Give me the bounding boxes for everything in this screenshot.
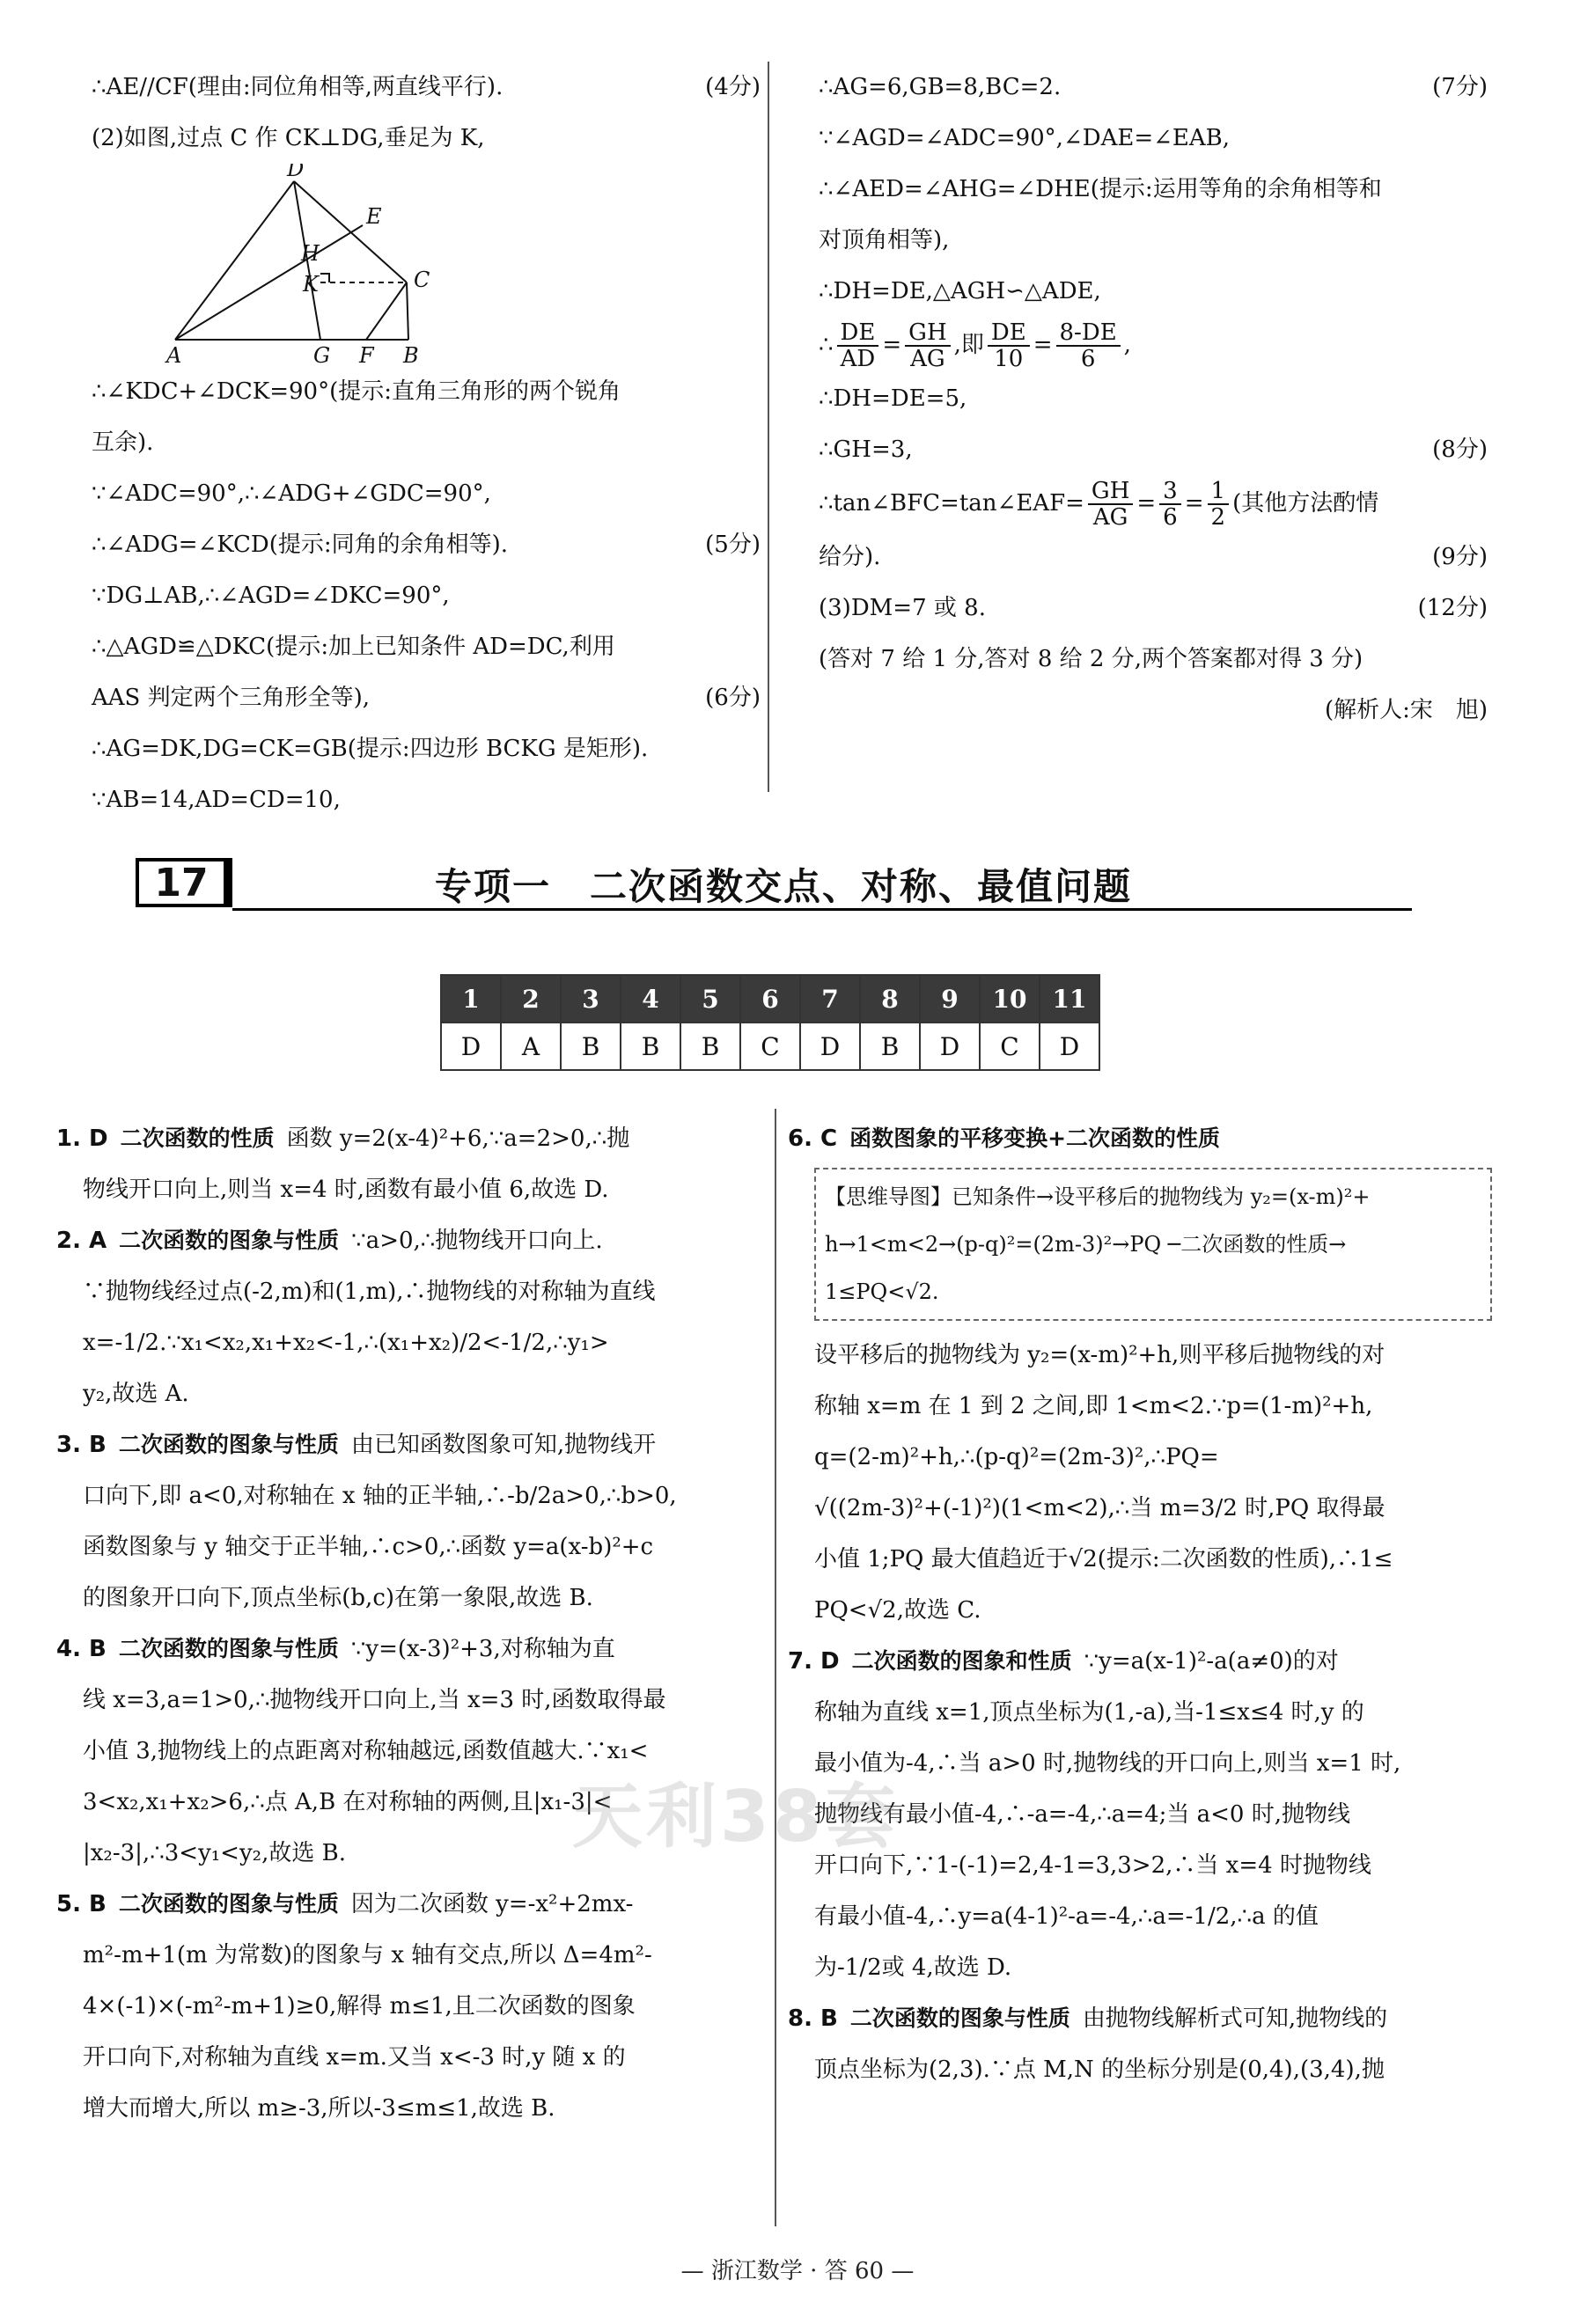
bottom-right-column (788, 1113, 1492, 2095)
question-topic: 二次函数的图象与性质 (118, 1891, 339, 1917)
label-k: K (303, 272, 319, 297)
text-line: 对顶角相等), (819, 227, 950, 253)
answer-letter-cell: D (800, 1023, 860, 1070)
question-8 (788, 1993, 1492, 2095)
question-5 (56, 1879, 761, 2134)
section-underline (232, 908, 1412, 911)
numerator: 3 (1159, 479, 1181, 505)
question-3 (56, 1419, 761, 1624)
answer-number-cell: 5 (680, 975, 740, 1023)
text-line: ∵∠AGD=∠ADC=90°,∠DAE=∠EAB, (819, 125, 1231, 151)
answer-letter-cell: B (561, 1023, 621, 1070)
numerator: DE (988, 320, 1030, 347)
question-topic: 二次函数的图象与性质 (849, 2005, 1070, 2031)
label-g: G (313, 343, 331, 366)
text-line: 口向下,即 a<0,对称轴在 x 轴的正半轴,∴-b/2a>0,∴b>0, (83, 1483, 677, 1509)
equals: = (1184, 490, 1204, 517)
question-label: 2. A (56, 1228, 107, 1254)
text-line: 1≤PQ<√2. (825, 1279, 939, 1304)
question-label: 1. D (56, 1125, 108, 1152)
answer-number-cell: 6 (740, 975, 800, 1023)
fraction (1159, 479, 1181, 530)
question-topic: 二次函数的图象与性质 (119, 1228, 340, 1253)
question-1 (56, 1113, 761, 1215)
answer-number-cell: 8 (860, 975, 920, 1023)
question-label: 4. B (56, 1636, 107, 1662)
question-6 (788, 1113, 1492, 1636)
equals: = (1033, 332, 1053, 358)
text-line: 开口向下,∵1-(-1)=2,4-1=3,3>2,∴当 x=4 时抛物线 (814, 1852, 1371, 1879)
label-b: B (403, 343, 419, 366)
denominator: AG (1092, 504, 1128, 531)
question-label: 7. D (788, 1648, 840, 1675)
text-line: 抛物线有最小值-4,∴-a=-4,∴a=4;当 a<0 时,抛物线 (814, 1801, 1351, 1828)
text-line: 称轴 x=m 在 1 到 2 之间,即 1<m<2.∵p=(1-m)²+h, (814, 1393, 1373, 1419)
column-divider (768, 62, 769, 792)
text-line: 为-1/2或 4,故选 D. (814, 1954, 1012, 1981)
text-line: h→1<m<2→(p-q)²=(2m-3)²→PQ ─二次函数的性质→ (825, 1232, 1347, 1257)
fraction (837, 320, 879, 371)
text-line: 有最小值-4,∴y=a(4-1)²-a=-4,∴a=-1/2,∴a 的值 (814, 1903, 1319, 1930)
text-line: 【思维导图】已知条件→设平移后的抛物线为 y₂=(x-m)²+ (825, 1184, 1371, 1209)
numerator: GH (1088, 479, 1133, 505)
page-footer: — 浙江数学 · 答 60 — (680, 2258, 915, 2284)
segment-cb (407, 282, 408, 340)
numerator: DE (837, 320, 879, 347)
answer-key-table (440, 974, 1100, 1071)
answer-letter-cell: B (621, 1023, 680, 1070)
answer-number-cell: 1 (441, 975, 501, 1023)
text-line: √((2m-3)²+(-1)²)(1<m<2),∴当 m=3/2 时,PQ 取得最 (814, 1495, 1386, 1521)
fraction-line (819, 317, 1488, 373)
text: ∴∠ADG=∠KCD(提示:同角的余角相等). (92, 532, 509, 558)
text-line: ∴DH=DE=5, (819, 385, 967, 412)
text: AAS 判定两个三角形全等), (92, 685, 371, 711)
text-line: x=-1/2.∵x₁<x₂,x₁+x₂<-1,∴(x₁+x₂)/2<-1/2,∴y₁> (83, 1330, 609, 1356)
text-line: ∵DG⊥AB,∴∠AGD=∠DKC=90°, (92, 583, 450, 609)
answer-letter-cell: C (980, 1023, 1040, 1070)
text-line: 互余). (92, 429, 154, 456)
text-line: 最小值为-4,∴当 a>0 时,抛物线的开口向上,则当 x=1 时, (814, 1750, 1401, 1777)
label-e: E (366, 204, 382, 229)
triangle-figure (92, 164, 761, 366)
answer-letter-cell: C (740, 1023, 800, 1070)
answer-number-row (441, 975, 1099, 1023)
answer-letter-cell: A (501, 1023, 561, 1070)
text-line (819, 532, 1488, 583)
segment-cf (366, 282, 407, 340)
text-line (819, 424, 1488, 475)
text-line: q=(2-m)²+h,∴(p-q)²=(2m-3)²,∴PQ= (814, 1444, 1219, 1470)
score: (7分) (1432, 74, 1488, 100)
text-line: ∴DH=DE,△AGH∽△ADE, (819, 278, 1101, 304)
score: (4分) (705, 74, 761, 100)
question-topic: 函数图象的平移变换+二次函数的性质 (849, 1125, 1221, 1151)
score: (12分) (1417, 595, 1488, 621)
text-line: 3<x₂,x₁+x₂>6,∴点 A,B 在对称轴的两侧,且|x₁-3|< (83, 1789, 613, 1815)
text: ,即 (953, 332, 984, 358)
denominator: 6 (1163, 504, 1178, 531)
text: 给分). (819, 544, 881, 570)
text-line: |x₂-3|,∴3<y₁<y₂,故选 B. (83, 1840, 346, 1866)
text: ∴tan∠BFC=tan∠EAF= (819, 490, 1084, 517)
text: ∵a>0,∴抛物线开口向上. (351, 1228, 603, 1254)
fraction (1208, 479, 1230, 530)
text-line: 函数图象与 y 轴交于正半轴,∴c>0,∴函数 y=a(x-b)²+c (83, 1534, 654, 1560)
author-line: (解析人:宋 旭) (1324, 697, 1488, 723)
text-line: ∴△AGD≌△DKC(提示:加上已知条件 AD=DC,利用 (92, 634, 615, 660)
text: ∴AG=6,GB=8,BC=2. (819, 74, 1062, 100)
answer-letter-cell: B (860, 1023, 920, 1070)
watermark: 天利38套 (572, 1776, 900, 1858)
denominator: AG (910, 346, 945, 372)
fraction (905, 320, 950, 371)
text: ∴GH=3, (819, 436, 913, 463)
text-line: y₂,故选 A. (83, 1381, 189, 1407)
text-line (92, 672, 761, 723)
question-topic: 二次函数的图象与性质 (118, 1636, 339, 1661)
label-c: C (414, 268, 430, 292)
text-line: 小值 3,抛物线上的点距离对称轴越远,函数值越大.∵x₁< (83, 1738, 649, 1764)
text-line (819, 583, 1488, 634)
text-line: ∴∠AED=∠AHG=∠DHE(提示:运用等角的余角相等和 (819, 176, 1382, 202)
numerator: 1 (1208, 479, 1230, 505)
text-line: 的图象开口向下,顶点坐标(b,c)在第一象限,故选 B. (83, 1585, 593, 1611)
answer-number-cell: 7 (800, 975, 860, 1023)
text-line: 小值 1;PQ 最大值趋近于√2(提示:二次函数的性质),∴1≤ (814, 1546, 1393, 1573)
answer-number-cell: 11 (1040, 975, 1099, 1023)
text-line: ∵∠ADC=90°,∴∠ADG+∠GDC=90°, (92, 480, 491, 507)
numerator: 8-DE (1056, 320, 1121, 347)
answer-number-cell: 9 (920, 975, 980, 1023)
text: , (1123, 332, 1131, 358)
text: 由已知函数图象可知,抛物线开 (350, 1432, 657, 1458)
text: ∴ (819, 332, 834, 358)
question-2 (56, 1215, 761, 1419)
top-left-column (92, 62, 761, 825)
label-a: A (166, 343, 182, 366)
text: ∵y=(x-3)²+3,对称轴为直 (350, 1636, 615, 1662)
score: (8分) (1432, 436, 1488, 463)
segment-da (175, 181, 294, 340)
answer-letter-cell: D (1040, 1023, 1099, 1070)
score: (6分) (705, 685, 761, 711)
answer-number-cell: 4 (621, 975, 680, 1023)
text-line (92, 62, 761, 113)
text-line: 线 x=3,a=1>0,∴抛物线开口向上,当 x=3 时,函数取得最 (83, 1687, 666, 1713)
question-topic: 二次函数的图象与性质 (118, 1432, 339, 1457)
answer-number-cell: 3 (561, 975, 621, 1023)
question-topic: 二次函数的性质 (120, 1125, 275, 1151)
top-right-column (819, 62, 1488, 736)
text-line: 开口向下,对称轴为直线 x=m.又当 x<-3 时,y 随 x 的 (83, 2044, 626, 2071)
answer-letter-cell: D (920, 1023, 980, 1070)
equals: = (1136, 490, 1157, 517)
question-label: 8. B (788, 2005, 838, 2032)
question-label: 6. C (788, 1125, 838, 1152)
column-divider (775, 1109, 776, 2226)
answer-number-cell: 10 (980, 975, 1040, 1023)
answer-letter-cell: B (680, 1023, 740, 1070)
text-line: m²-m+1(m 为常数)的图象与 x 轴有交点,所以 Δ=4m²- (83, 1942, 652, 1968)
label-d: D (287, 164, 305, 181)
denominator: 2 (1210, 504, 1226, 531)
numerator: GH (905, 320, 950, 347)
text-line: ∵AB=14,AD=CD=10, (92, 787, 341, 813)
text: 因为二次函数 y=-x²+2mx- (350, 1891, 634, 1917)
text-line: ∴AG=DK,DG=CK=GB(提示:四边形 BCKG 是矩形). (92, 736, 649, 762)
text-line: ∴∠KDC+∠DCK=90°(提示:直角三角形的两个锐角 (92, 378, 621, 405)
section-title: 专项一 二次函数交点、对称、最值问题 (435, 865, 1133, 908)
answer-letter-row (441, 1023, 1099, 1070)
text-line: ∵抛物线经过点(-2,m)和(1,m),∴抛物线的对称轴为直线 (83, 1279, 656, 1305)
label-h: H (301, 241, 320, 266)
question-label: 5. B (56, 1891, 107, 1917)
answer-number-cell: 2 (501, 975, 561, 1023)
label-f: F (359, 343, 374, 366)
question-label: 3. B (56, 1432, 107, 1458)
text-line: (2)如图,过点 C 作 CK⊥DG,垂足为 K, (92, 125, 485, 151)
fraction (988, 320, 1030, 371)
text-line: 物线开口向上,则当 x=4 时,函数有最小值 6,故选 D. (83, 1177, 609, 1203)
question-topic: 二次函数的图象和性质 (851, 1648, 1072, 1674)
score: (5分) (705, 532, 761, 558)
text-line: 称轴为直线 x=1,顶点坐标为(1,-a),当-1≤x≤4 时,y 的 (814, 1699, 1364, 1726)
right-angle-mark (320, 274, 329, 282)
bottom-left-column (56, 1113, 761, 2134)
answer-letter-cell: D (441, 1023, 501, 1070)
text-line: 增大而增大,所以 m≥-3,所以-3≤m≤1,故选 B. (83, 2095, 555, 2122)
text-line (92, 519, 761, 570)
section-number: 17 (136, 858, 232, 907)
text-line (819, 62, 1488, 113)
fraction-line (819, 475, 1488, 532)
text: 由抛物线解析式可知,抛物线的 (1082, 2005, 1388, 2032)
text: ∴AE//CF(理由:同位角相等,两直线平行). (92, 74, 503, 100)
geometry-diagram (92, 164, 761, 366)
denominator: 10 (994, 346, 1024, 372)
fraction (1056, 320, 1121, 371)
text: (其他方法酌情 (1232, 490, 1379, 517)
denominator: 6 (1080, 346, 1096, 372)
fraction (1088, 479, 1133, 530)
text: 函数 y=2(x-4)²+6,∵a=2>0,∴抛 (286, 1125, 630, 1152)
equals: = (882, 332, 902, 358)
text-line: PQ<√2,故选 C. (814, 1597, 981, 1624)
text: ∵y=a(x-1)²-a(a≠0)的对 (1084, 1648, 1339, 1675)
text-line: 设平移后的抛物线为 y₂=(x-m)²+h,则平移后抛物线的对 (814, 1342, 1386, 1368)
section-header (136, 858, 1412, 911)
text-line: (答对 7 给 1 分,答对 8 给 2 分,两个答案都对得 3 分) (819, 646, 1363, 672)
denominator: AD (840, 346, 876, 372)
text-line: 4×(-1)×(-m²-m+1)≥0,解得 m≤1,且二次函数的图象 (83, 1993, 636, 2020)
text: (3)DM=7 或 8. (819, 595, 986, 621)
mind-map-box (814, 1168, 1492, 1321)
score: (9分) (1432, 544, 1488, 570)
text-line: 顶点坐标为(2,3).∵点 M,N 的坐标分别是(0,4),(3,4),抛 (814, 2056, 1385, 2083)
